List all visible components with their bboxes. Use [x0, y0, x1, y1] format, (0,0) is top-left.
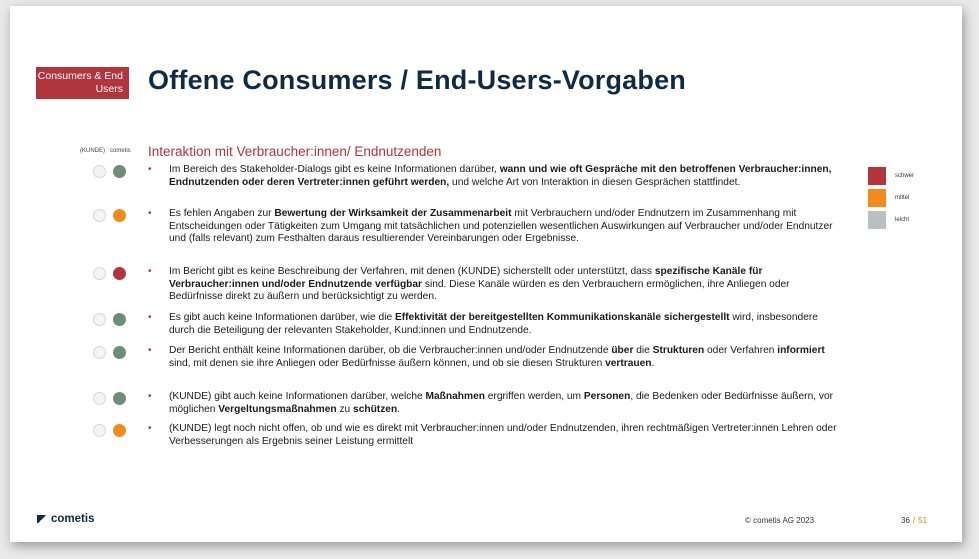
item-text-bold: wann und wie oft Gespräche mit den betroffenen Verbraucher:innen, Endnutzenden oder deren Vertreter:innen geführt werden,: [169, 164, 832, 188]
list-item: [148, 345, 838, 370]
legend-label: leicht: [895, 217, 910, 223]
cometis-rating-dot: [113, 392, 126, 405]
item-text-segment: .: [397, 403, 401, 415]
item-text-bold: informiert: [777, 345, 825, 356]
cometis-rating-dot: [113, 424, 126, 437]
item-text-segment: Es fehlen Angaben zur: [169, 208, 275, 219]
page-title: Offene Consumers / End-Users-Vorgaben: [148, 65, 686, 95]
item-text: [169, 208, 838, 246]
item-text-segment: mit Verbrauchern und/oder Endnutzern im Zusammenhang mit Entscheidungen oder Tätigkeiten zum Umgang mit tatsächlichen und potenziellen wesentlichen Auswirkungen auf Verbraucher und/oder Endnutzer und (falls relevant) zum Festhalten daraus resultierender Vereinbarungen oder Ergebnisse.: [169, 208, 833, 245]
item-text: [169, 312, 838, 337]
cometis-rating-dot: [113, 209, 126, 222]
page-number: [901, 516, 927, 525]
column-header-kunde: (KUNDE): [80, 148, 105, 154]
kunde-rating-dot: [93, 209, 106, 222]
item-text-segment: oder Verfahren: [704, 345, 778, 356]
cometis-logo: [37, 513, 94, 525]
bullet: •: [148, 391, 152, 402]
list-item: [148, 312, 838, 337]
cometis-rating-dot: [113, 165, 126, 178]
legend-swatch: [868, 189, 886, 207]
item-text-bold: schützen: [353, 403, 398, 415]
legend-swatch: [868, 167, 886, 185]
item-text-segment: .: [651, 357, 655, 369]
item-text-segment: sind, mit denen sie ihre Anliegen oder Bedürfnisse äußern können, und ob sie diesen Strukturen: [169, 357, 606, 369]
legend-label: schwer: [895, 173, 915, 179]
kunde-rating-dot: [93, 346, 106, 359]
item-text-segment: und welche Art von Interaktion in diesen Gesprächen stattfindet.: [449, 176, 741, 188]
list-item: [148, 391, 838, 416]
item-text-bold: Bewertung der Wirksamkeit der Zusammenarbeit: [274, 208, 512, 219]
bullet: •: [148, 312, 152, 323]
item-text: [169, 266, 838, 304]
cometis-rating-dot: [113, 267, 126, 280]
item-text-bold: Vergeltungsmaßnahmen: [218, 403, 337, 415]
item-text-bold: spezifische Kanäle für Verbraucher:innen und/oder Endnutzende verfügbar: [169, 266, 763, 290]
item-text-segment: (KUNDE) gibt auch keine Informationen darüber, welche: [169, 391, 426, 402]
legend-swatch: [868, 211, 886, 229]
item-text-segment: zu: [336, 403, 354, 415]
kunde-rating-dot: [93, 313, 106, 326]
bullet: •: [148, 208, 152, 219]
item-text-segment: Im Bericht gibt es keine Beschreibung der Verfahren, mit denen (KUNDE) sicherstellt oder unterstützt, dass: [169, 266, 655, 277]
item-text-bold: Personen: [583, 391, 631, 402]
legend-label: mittel: [895, 195, 910, 201]
item-text: [169, 423, 838, 448]
list-item: [148, 266, 838, 304]
item-text-segment: die: [633, 345, 653, 356]
page-total: 51: [918, 516, 928, 525]
slide: [10, 6, 962, 542]
bullet: •: [148, 266, 152, 277]
item-text-bold: vertrauen: [605, 357, 652, 369]
cometis-rating-dot: [113, 346, 126, 359]
kunde-rating-dot: [93, 165, 106, 178]
item-text: [169, 345, 838, 370]
item-text-bold: Maßnahmen: [425, 391, 485, 402]
item-text-segment: Es gibt auch keine Informationen darüber, wie die: [169, 312, 395, 323]
item-text-segment: wird, insbesondere durch die Beteiligung der relevanten Stakeholder, Kund:innen und Endnutzende.: [169, 312, 818, 336]
item-text-segment: ergriffen werden, um: [484, 391, 584, 402]
page-separator: /: [912, 516, 916, 525]
item-text-bold: Strukturen: [652, 345, 705, 356]
item-text: [169, 164, 838, 189]
item-text-segment: (KUNDE) legt noch nicht offen, ob und wie es direkt mit Verbraucher:innen und/oder Endnutzenden, ihren rechtmäßigen Vertreter:innen Lehren oder Verbesserungen als Ergebnis seiner Leistung ermittelt: [169, 423, 837, 447]
kunde-rating-dot: [93, 392, 106, 405]
logo-text: cometis: [51, 513, 95, 525]
bullet: •: [148, 345, 152, 356]
item-text: [169, 391, 838, 416]
page-current: 36: [901, 516, 910, 525]
logo-mark-icon: [37, 515, 47, 523]
cometis-rating-dot: [113, 313, 126, 326]
item-text-bold: Effektivität der bereitgestellten Kommunikationskanäle sichergestellt: [394, 312, 730, 323]
section-subtitle: Interaktion mit Verbraucher:innen/ Endnutzenden: [148, 144, 442, 159]
kunde-rating-dot: [93, 424, 106, 437]
copyright: © cometis AG 2023: [745, 516, 815, 525]
item-text-segment: , die Bedenken oder Bedürfnisse äußern, vor möglichen: [169, 391, 834, 415]
list-item: [148, 423, 838, 448]
item-text-segment: Im Bereich des Stakeholder-Dialogs gibt es keine Informationen darüber,: [169, 164, 500, 175]
bullet: •: [148, 423, 152, 434]
list-item: [148, 164, 838, 189]
column-header-cometis: cometis: [110, 148, 131, 154]
item-text-segment: sind. Diese Kanäle würden es den Verbrauchern ermöglichen, ihre Anliegen oder Bedürfnisse direkt zu äußern und berücksichtigt zu werden.: [169, 278, 790, 303]
item-text-bold: über: [611, 345, 634, 356]
section-tag: Consumers & End Users: [36, 67, 129, 99]
bullet: •: [148, 164, 152, 175]
list-item: [148, 208, 838, 246]
kunde-rating-dot: [93, 267, 106, 280]
item-text-segment: Der Bericht enthält keine Informationen darüber, ob die Verbraucher:innen und/oder Endnutzende: [169, 345, 612, 356]
